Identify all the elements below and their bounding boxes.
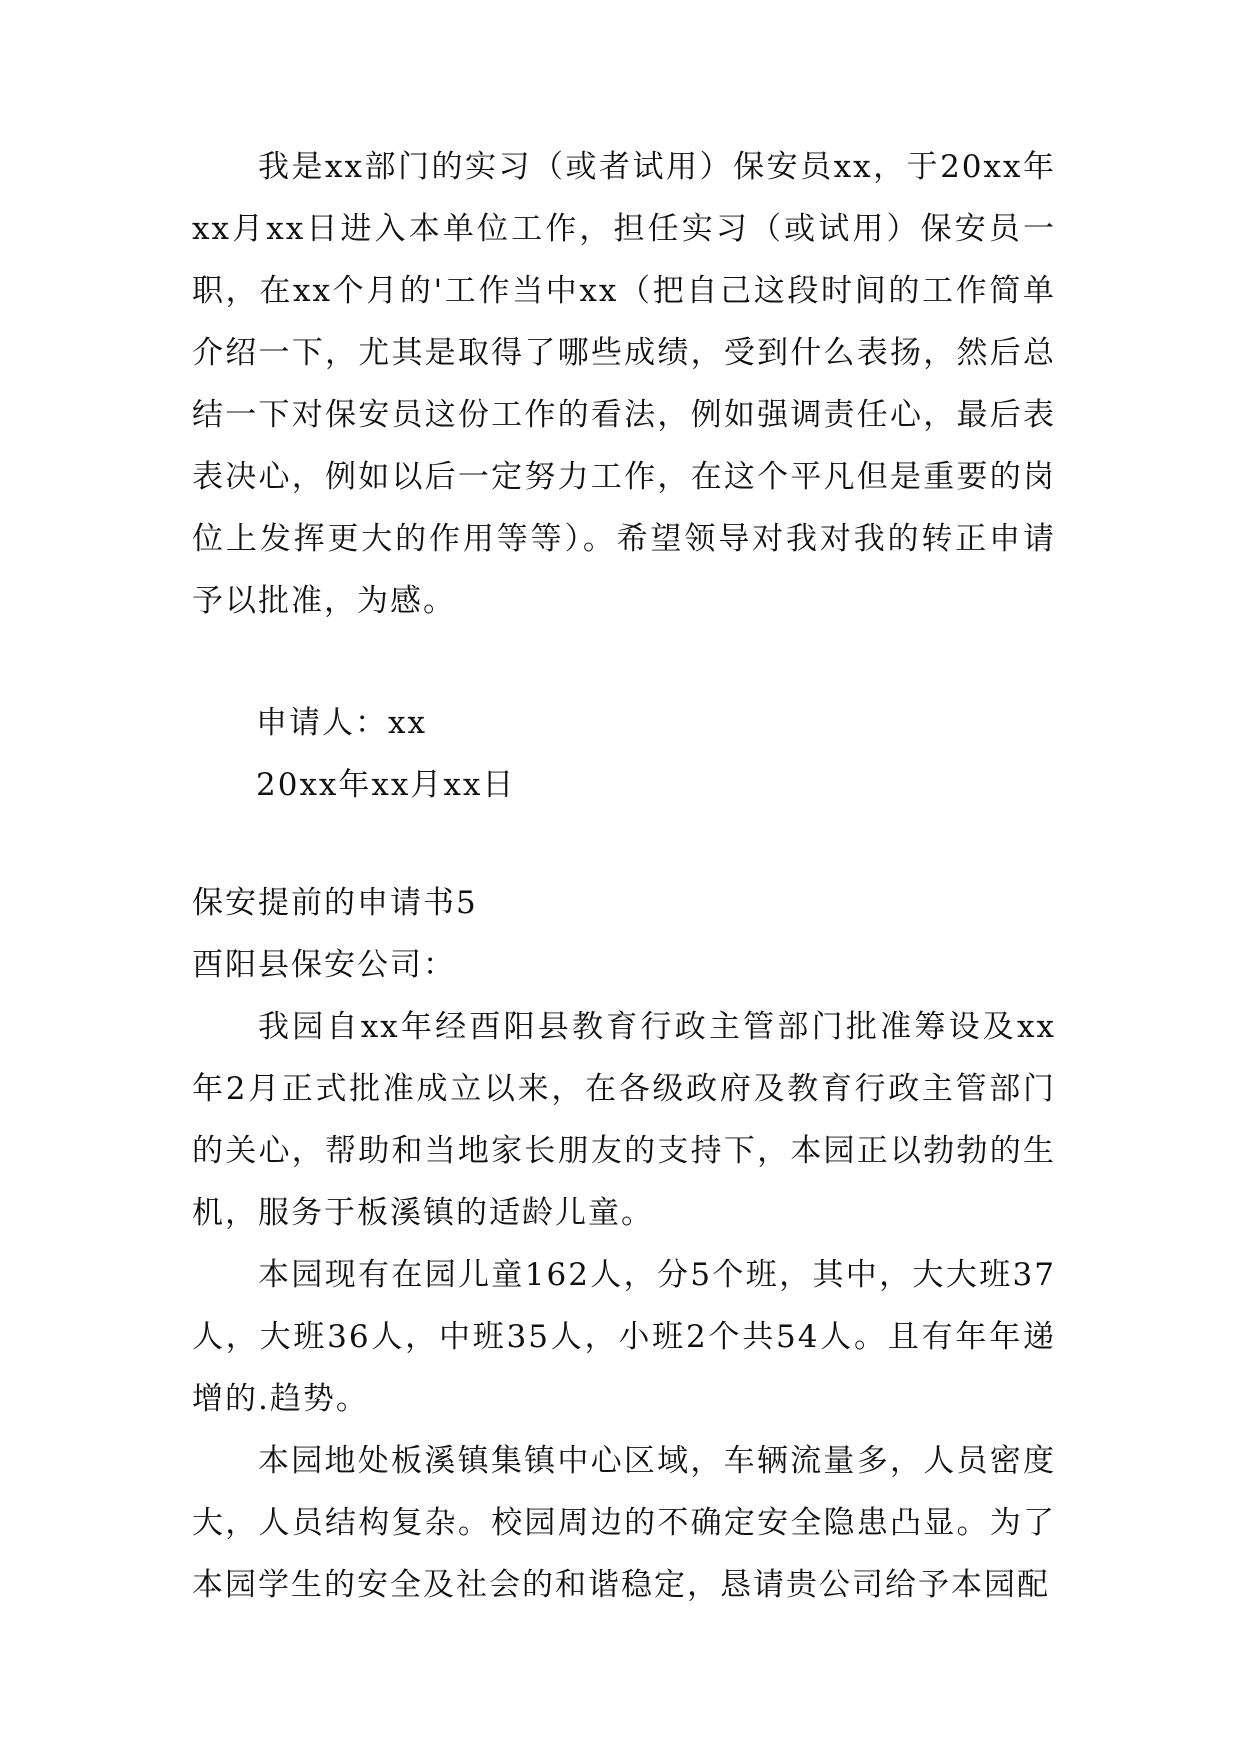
body-paragraph-3 (192, 1244, 1056, 1430)
paragraph-text: 本园地处板溪镇集镇中心区域，车辆流量多，人员密度大，人员结构复杂。校园周边的不确定安全隐患凸显。为了本园学生的安全及社会的和谐稳定，恳请贵公司给予本园配 (192, 1443, 1056, 1603)
paragraph-text: 我园自xx年经酉阳县教育行政主管部门批准筹设及xx年2月正式批准成立以来，在各级政府及教育行政主管部门的关心，帮助和当地家长朋友的支持下，本园正以勃勃的生机，服务于板溪镇的适龄儿童。 (192, 1009, 1056, 1231)
addressee-line: 酉阳县保安公司： (192, 947, 456, 983)
paragraph-text: 我是xx部门的实习（或者试用）保安员xx，于20xx年xx月xx日进入本单位工作，担任实习（或试用）保安员一职，在xx个月的'工作当中xx（把自己这段时间的工作简单介绍一下，尤其是取得了哪些成绩，受到什么表扬，然后总结一下对保安员这份工作的看法，例如强调责任心，最后表表决心，例如以后一定努力工作，在这个平凡但是重要的岗位上发挥更大的作用等等）。希望领导对我对我的转正申请予以批准，为感。 (192, 149, 1056, 619)
body-paragraph-4 (192, 1430, 1056, 1616)
body-paragraph-2 (192, 996, 1056, 1244)
signature-date: 20xx年xx月xx日 (256, 767, 516, 803)
paragraph-text: 本园现有在园儿童162人，分5个班，其中，大大班37人，大班36人，中班35人，小班2个共54人。且有年年递增的.趋势。 (192, 1257, 1056, 1417)
section-title: 保安提前的申请书5 (192, 885, 478, 921)
signature-applicant: 申请人：xx (256, 705, 427, 741)
body-paragraph-1 (192, 136, 1056, 632)
